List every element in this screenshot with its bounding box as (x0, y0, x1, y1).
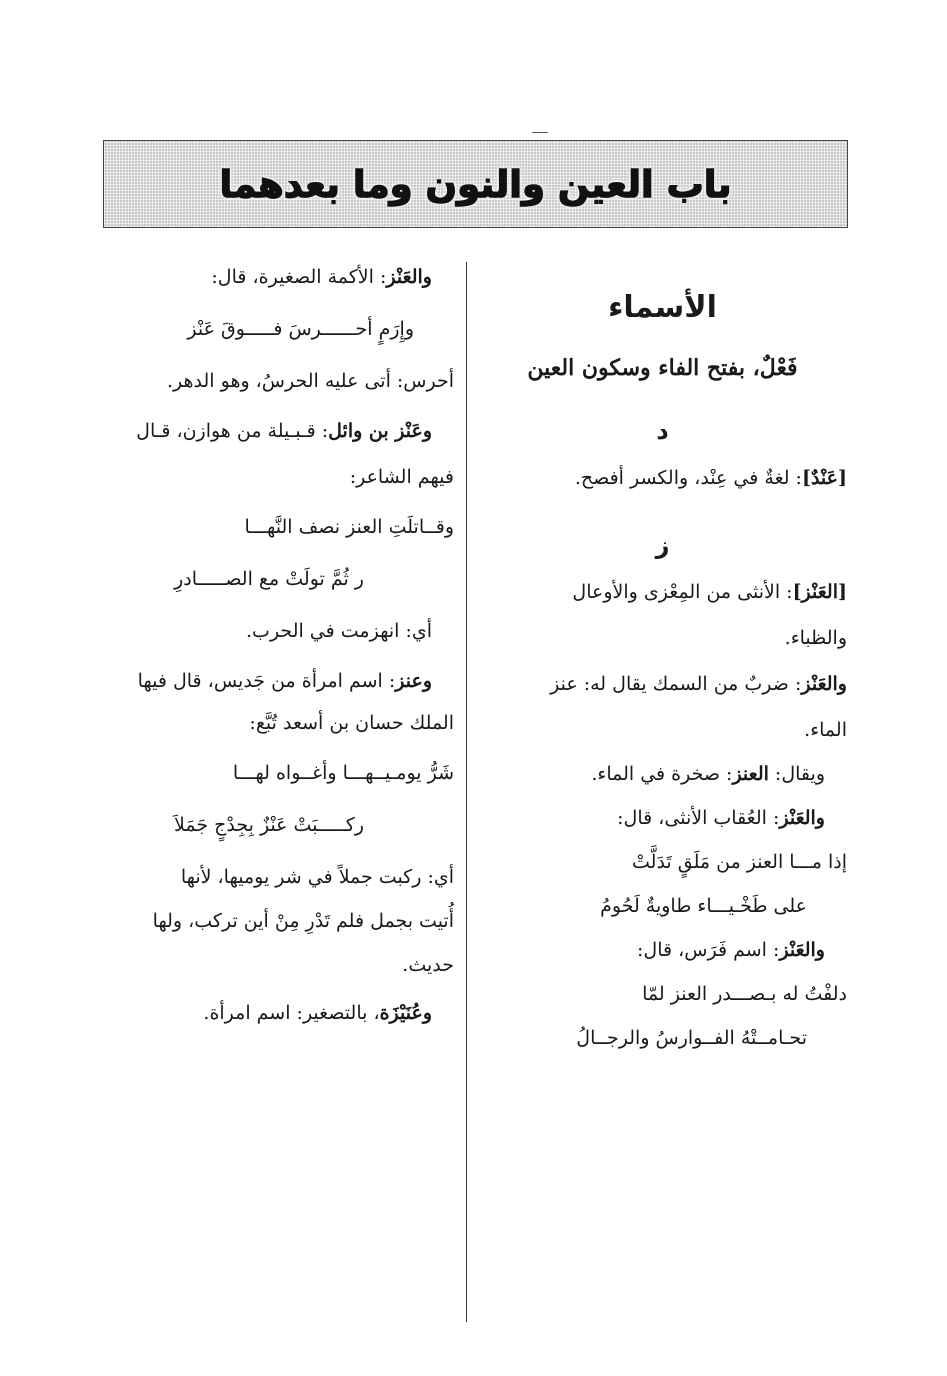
camel-gloss-line-3: حديث. (402, 954, 454, 976)
letter-dal: د (656, 417, 669, 445)
entry-ind-head: [عَنْدٌ] (801, 467, 847, 489)
entry-woman-head: وعنز (395, 670, 432, 692)
entry-ind (478, 467, 847, 489)
entry-woman (98, 670, 454, 692)
camel-gloss-line-1: أي: ركبت جملاً في شر يوميها، لأنها (180, 866, 454, 888)
entry-unayza-head: وعُنَيْزَة (379, 1002, 432, 1024)
entry-tribe-head: وعَنْز بن وائل (328, 420, 432, 442)
left-column (98, 266, 454, 1024)
woman-verse-2: ركـــــبَتْ عَنْزٌ بِجِدْجٍ جَمَلاَ (174, 814, 364, 836)
entry-eagle (478, 807, 847, 829)
entry-tribe-text-1: : قـبـيلة من هوازن، قـال (136, 420, 329, 442)
entry-fish (478, 673, 847, 695)
entry-rock-pre: ويقال: (768, 763, 825, 785)
entry-rock-text: : صخرة في الماء. (591, 763, 733, 785)
entry-eagle-text: : العُقاب الأنثى، قال: (617, 807, 780, 829)
entry-unayza-text: ، بالتصغير: اسم امرأة. (203, 1002, 380, 1024)
eagle-verse-2: على طَخْـيـــاء طاويةٌ لَحُومُ (600, 895, 807, 917)
right-column (478, 272, 847, 1049)
entry-tribe (98, 420, 454, 442)
entry-fish-text-1: : ضربٌ من السمك يقال له: عنز (550, 673, 802, 695)
column-divider (466, 262, 467, 1322)
entry-fish-head: والعَنْز (801, 673, 847, 695)
entry-unayza (98, 1002, 454, 1024)
defeat-gloss: أي: انهزمت في الحرب. (246, 620, 432, 642)
entry-fish-line-2: الماء. (804, 719, 847, 741)
entry-eagle-head: والعَنْز (779, 807, 825, 829)
entry-hill (98, 266, 454, 288)
entry-hill-text: : الأكمة الصغيرة، قال: (211, 266, 387, 288)
tribe-verse-2: ر ثُمَّ تولَتْ مع الصـــــادرِ (174, 568, 364, 590)
entry-anz (478, 581, 847, 603)
chapter-banner (103, 140, 848, 228)
horse-verse-1: دلفْتُ له بـصـــدر العنز لمّا (642, 983, 847, 1005)
tribe-verse-1: وقــاتلَتِ العنز نصف النَّهـــا (244, 516, 454, 538)
entry-hill-head: والعَنْز (386, 266, 432, 288)
letter-zay: ز (655, 531, 670, 559)
entry-horse-head: والعَنْز (779, 939, 825, 961)
pattern-heading: فَعْلٌ، بفتح الفاء وسكون العين (527, 355, 798, 381)
entry-tribe-line-2: فيهم الشاعر: (349, 466, 454, 488)
horse-verse-2: تحـامــتْهُ الفــوارسُ والرجــالُ (576, 1027, 807, 1049)
chapter-title: باب العين والنون وما بعدهما (219, 162, 732, 206)
hill-verse: وإِرَمٍ أحــــــرسَ فـــــوقَ عَنْز (187, 318, 414, 340)
entry-anz-text-1: : الأنثى من المِعْزى والأوعال (572, 581, 793, 603)
entry-horse (478, 939, 847, 961)
entry-rock-head: العنز (732, 763, 769, 785)
section-heading: الأسماء (608, 290, 717, 325)
ahras-gloss: أحرس: أتى عليه الحرسُ، وهو الدهر. (167, 370, 454, 392)
woman-verse-1: شَرُّ يومـيــهـــا وأغــواه لهـــا (232, 762, 454, 784)
top-rule (532, 132, 548, 133)
entry-ind-text: : لغةٌ في عِنْد، والكسر أفصح. (574, 467, 802, 489)
entry-horse-text: : اسم فَرَس، قال: (637, 939, 780, 961)
entry-woman-text-1: : اسم امرأة من جَديس، قال فيها (137, 670, 396, 692)
entry-anz-line-2: والظباء. (784, 627, 847, 649)
eagle-verse-1: إذا مـــا العنز من مَلَقٍ تَدَلَّتْ (632, 851, 847, 873)
camel-gloss-line-2: أُتيت بجمل فلم تَدْرِ مِنْ أين تركب، ولها (152, 910, 454, 932)
entry-anz-head: [العَنْز] (792, 581, 847, 603)
entry-woman-line-2: الملك حسان بن أسعد تُبَّع: (249, 712, 454, 734)
entry-rock (478, 763, 847, 785)
